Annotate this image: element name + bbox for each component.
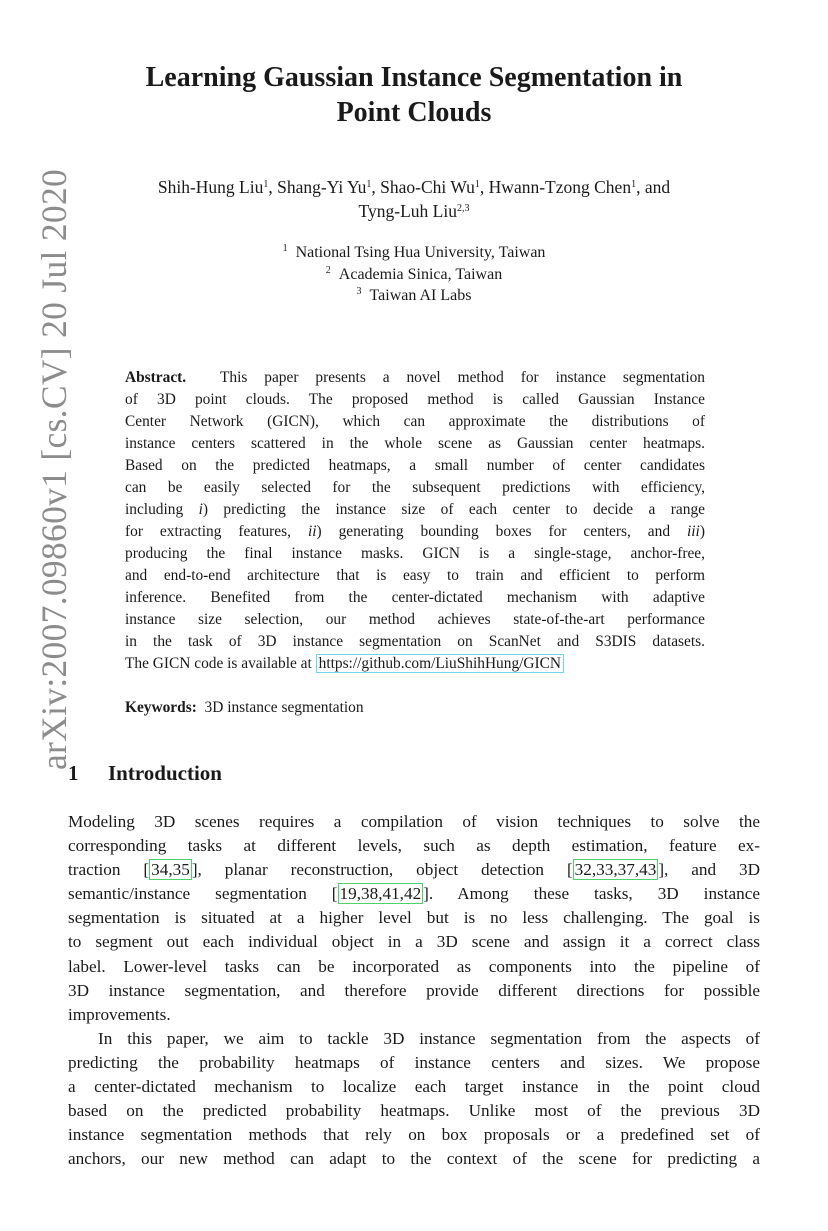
abstract-line: can be easily selected for the subsequent predictions with efficiency, (125, 479, 705, 496)
body-line: segmentation is situated at a higher level but is no less challenging. The goal is (68, 908, 760, 928)
author-name: Hwann-Tzong Chen (488, 177, 632, 197)
author-name: Shang-Yi Yu (277, 177, 367, 197)
affiliation-mark: 1 (263, 179, 269, 190)
body-line: based on the predicted probability heatmaps. Unlike most of the previous 3D (68, 1101, 760, 1121)
affiliation-name: Taiwan AI Labs (369, 287, 472, 304)
affiliation-item (70, 264, 758, 286)
affiliation-number: 3 (356, 286, 362, 297)
abstract-line: Center Network (GICN), which can approximate the distributions of (125, 413, 705, 430)
keywords-label: Keywords: (125, 699, 197, 716)
citation-link[interactable]: 32,33,37,43 (574, 860, 657, 880)
abstract-line: instance centers scattered in the whole scene as Gaussian center heatmaps. (125, 435, 705, 452)
body-line: instance segmentation methods that rely on box proposals or a predefined set of (68, 1125, 760, 1145)
abstract-line: including i) predicting the instance size of each center to decide a range (125, 501, 705, 518)
abstract-line: instance size selection, our method achieves state-of-the-art performance (125, 611, 705, 628)
abstract-line: Based on the predicted heatmaps, a small number of center candidates (125, 457, 705, 474)
body-line: improvements. (68, 1004, 171, 1024)
body-line: label. Lower-level tasks can be incorporated as components into the pipeline of (68, 956, 760, 976)
affiliation-item (70, 242, 758, 264)
title-line-2: Point Clouds (336, 97, 492, 128)
abstract-line: inference. Benefited from the center-dictated mechanism with adaptive (125, 589, 705, 606)
affiliation-mark: 1 (631, 179, 637, 190)
affiliation-item (70, 285, 758, 307)
body-line: Modeling 3D scenes requires a compilation of vision techniques to solve the (68, 812, 760, 831)
abstract-line: for extracting features, ii) generating bounding boxes for centers, and iii) (125, 523, 705, 540)
abstract-line: and end-to-end architecture that is easy to train and efficient to perform (125, 567, 705, 584)
abstract (125, 367, 705, 675)
body-line: traction [ 34,35 ], planar reconstruction, object detection [ 32,33,37,43 ], and 3D (68, 860, 760, 880)
body-line: 3D instance segmentation, and therefore provide different directions for possible (68, 980, 760, 1000)
abstract-label: Abstract. (125, 369, 187, 386)
abstract-line: of 3D point clouds. The proposed method is called Gaussian Instance (125, 391, 705, 408)
author-name: Tyng-Luh Liu (358, 201, 457, 221)
citation-link[interactable]: 34,35 (151, 860, 190, 880)
abstract-line: Abstract. This paper presents a novel method for instance segmentation (125, 369, 705, 386)
abstract-line: producing the final instance masks. GICN is a single-stage, anchor-free, (125, 545, 705, 562)
affiliation-number: 2 (325, 264, 331, 276)
body-line: anchors, our new method can adapt to the context of the scene for predicting a (68, 1149, 760, 1169)
body-line: corresponding tasks at different levels, such as depth estimation, feature ex- (68, 836, 760, 856)
affiliation-number: 1 (282, 243, 288, 254)
code-url-link[interactable]: https://github.com/LiuShihHung/GICN (316, 654, 564, 673)
section-number: 1 (68, 761, 79, 785)
author-conjunction: and (644, 177, 671, 197)
author-name: Shih-Hung Liu (157, 177, 264, 197)
section-title: Introduction (108, 761, 222, 785)
keywords-value: 3D instance segmentation (204, 699, 364, 716)
body-line: semantic/instance segmentation [ 19,38,41,42 ]. Among these tasks, 3D instance (68, 884, 760, 904)
affiliation-mark: 1 (474, 179, 480, 190)
arxiv-identifier: arXiv:2007.09860v1 [cs.CV] 20 Jul 2020 (34, 168, 74, 770)
affiliation-name: National Tsing Hua University, Taiwan (295, 244, 546, 261)
abstract-line: in the task of 3D instance segmentation on ScanNet and S3DIS datasets. (125, 633, 705, 650)
author-name: Shao-Chi Wu (380, 177, 475, 197)
affiliation-name: Academia Sinica, Taiwan (338, 265, 503, 283)
introduction-body (68, 810, 760, 1171)
author-list: Shih-Hung Liu$^1$, Shang-Yi Yu$^1$, Shao-Chi Wu$^1$, Hwann-Tzong Chen$^1$, and Tyng-Luh Liu$^{2,3}$ (157, 177, 671, 221)
citation-link[interactable]: 19,38,41,42 (339, 884, 422, 904)
body-line: predicting the probability heatmaps of instance centers and sizes. We propose (68, 1052, 760, 1072)
body-line: In this paper, we aim to tackle 3D instance segmentation from the aspects of (98, 1028, 760, 1048)
affiliation-mark: 2,3 (456, 203, 470, 214)
body-line: a center-dictated mechanism to localize each target instance in the point cloud (68, 1077, 760, 1097)
affiliation-list (70, 242, 758, 307)
title-line-1: Learning Gaussian Instance Segmentation in (145, 62, 683, 93)
affiliation-mark: 1 (366, 179, 372, 190)
section-heading (68, 758, 222, 788)
paper-title (70, 60, 758, 130)
body-line: to segment out each individual object in a 3D scene and assign it a correct class (68, 932, 760, 952)
abstract-line: The GICN code is available at https://github.com/LiuShihHung/GICN (125, 653, 705, 675)
keywords (125, 697, 705, 719)
